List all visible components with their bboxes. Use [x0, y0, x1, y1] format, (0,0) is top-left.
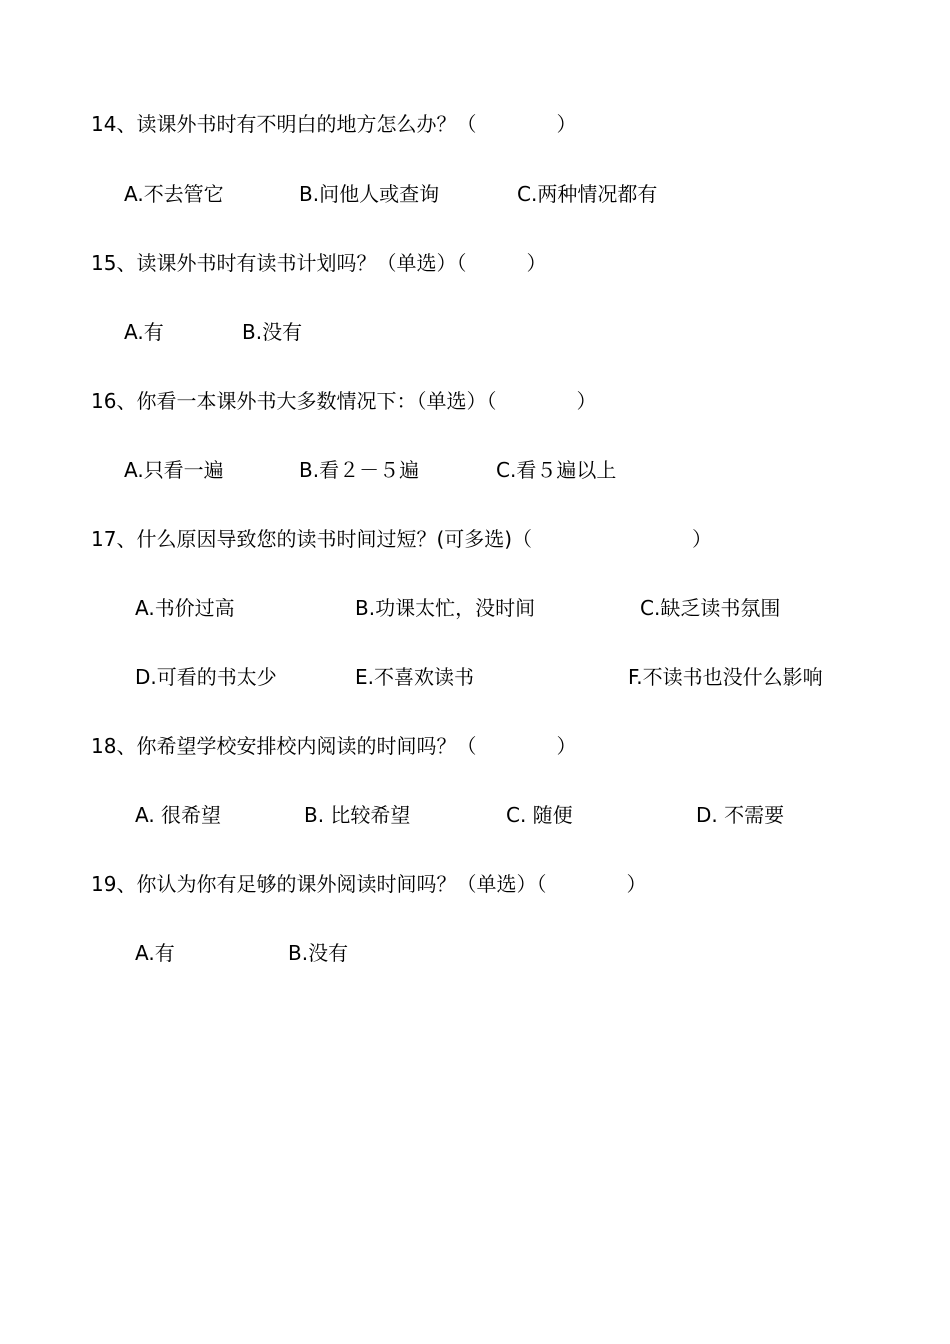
q19-option-a: A.有	[135, 941, 175, 965]
question-16: 16、你看一本课外书大多数情况下：（单选）（ ）	[91, 389, 597, 413]
q14-option-b: B.问他人或查询	[299, 182, 440, 206]
question-17: 17、什么原因导致您的读书时间过短？(可多选)（ ）	[91, 527, 713, 551]
q17-option-d: D.可看的书太少	[135, 665, 277, 689]
q18-option-d: D. 不需要	[696, 803, 785, 827]
q17-option-f: F.不读书也没什么影响	[628, 665, 823, 689]
q16-option-c: C.看５遍以上	[496, 458, 617, 482]
q14-option-a: A.不去管它	[124, 182, 224, 206]
q19-option-b: B.没有	[288, 941, 349, 965]
q17-option-e: E.不喜欢读书	[355, 665, 474, 689]
q18-option-c: C. 随便	[506, 803, 573, 827]
q17-option-b: B.功课太忙，没时间	[355, 596, 536, 620]
question-15: 15、读课外书时有读书计划吗？（单选）（ ）	[91, 251, 547, 275]
question-19: 19、你认为你有足够的课外阅读时间吗？（单选）（ ）	[91, 872, 647, 896]
q16-option-a: A.只看一遍	[124, 458, 224, 482]
question-14: 14、读课外书时有不明白的地方怎么办？（ ）	[91, 112, 577, 136]
q18-option-b: B. 比较希望	[304, 803, 411, 827]
q14-option-c: C.两种情况都有	[517, 182, 658, 206]
q17-option-a: A.书价过高	[135, 596, 235, 620]
q15-option-a: A.有	[124, 320, 164, 344]
q16-option-b: B.看２－５遍	[299, 458, 420, 482]
q17-option-c: C.缺乏读书氛围	[640, 596, 781, 620]
q15-option-b: B.没有	[242, 320, 303, 344]
question-18: 18、你希望学校安排校内阅读的时间吗？（ ）	[91, 734, 577, 758]
q18-option-a: A. 很希望	[135, 803, 222, 827]
